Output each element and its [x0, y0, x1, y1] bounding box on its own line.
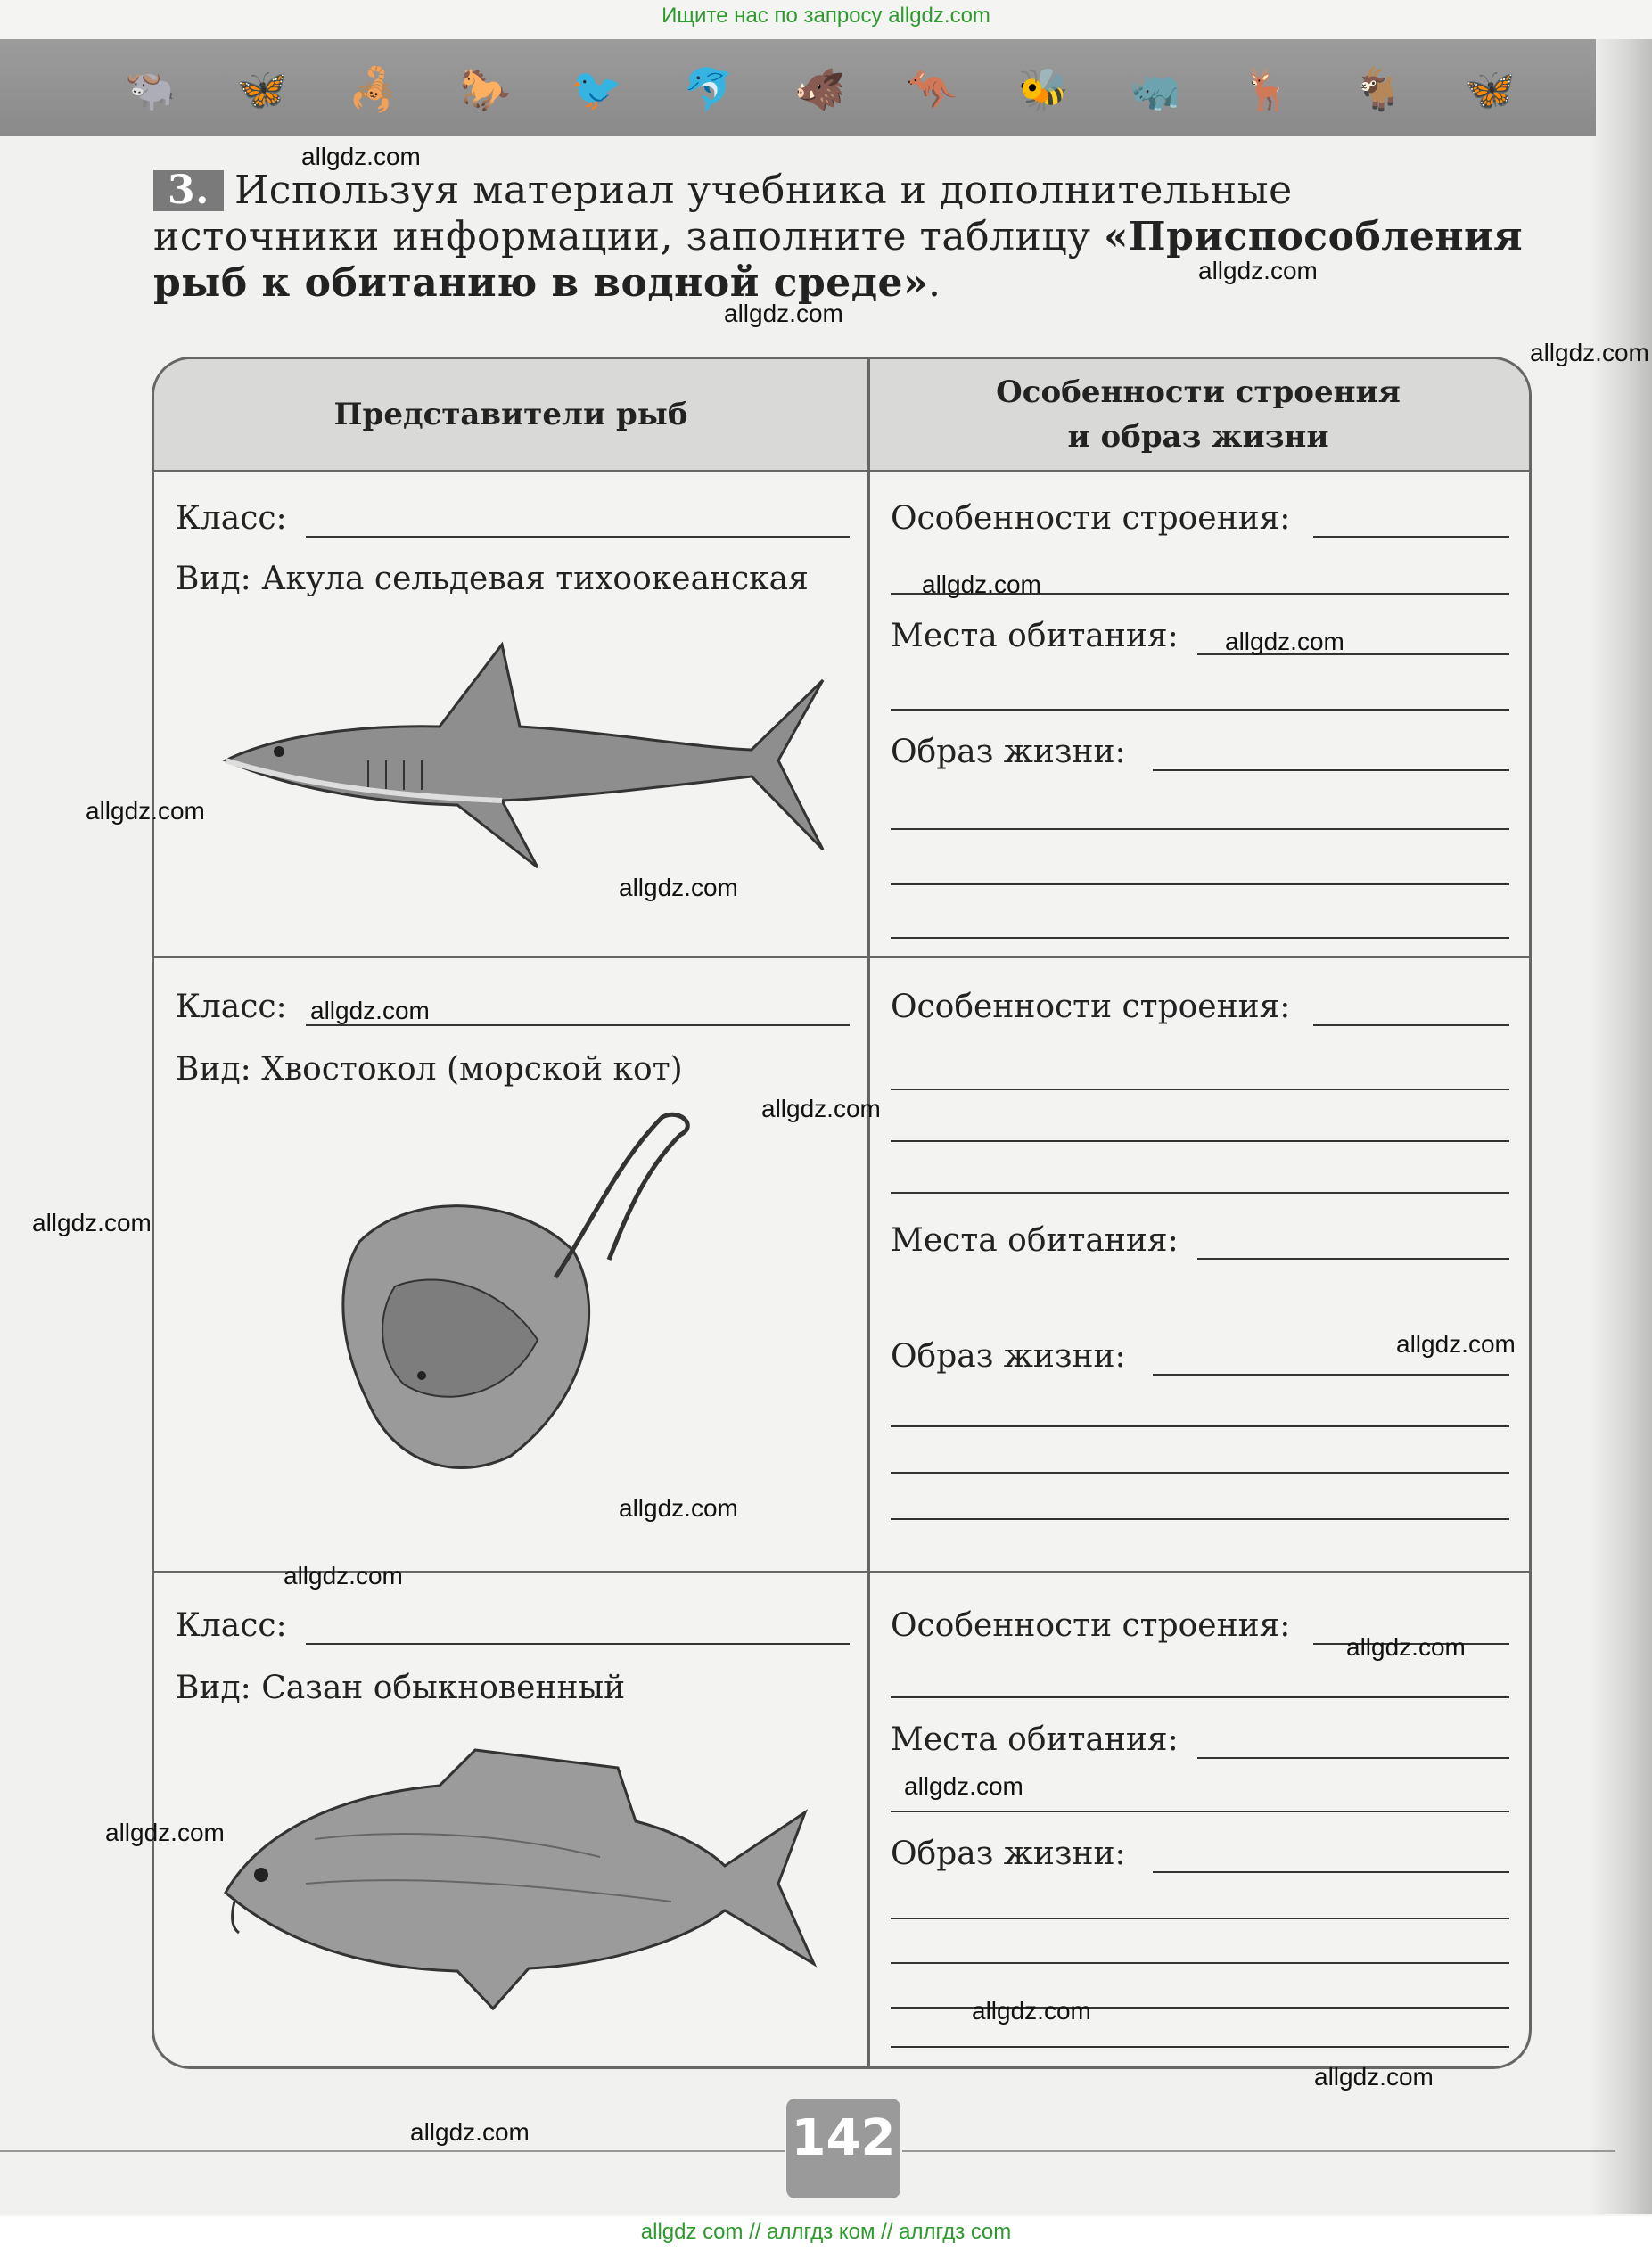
watermark: allgdz.com [1314, 2063, 1434, 2091]
shark-illustration [208, 627, 832, 894]
answer-line[interactable] [891, 1918, 1509, 1919]
watermark: allgdz.com [86, 797, 205, 825]
bird-icon: 🐦 [571, 65, 623, 113]
scorpion-icon: 🦂 [348, 65, 399, 113]
watermark: allgdz.com [904, 1772, 1023, 1800]
watermark: allgdz.com [972, 1997, 1091, 2025]
watermark: allgdz.com [1198, 257, 1318, 284]
fish-adaptations-table [152, 357, 1532, 2069]
kangaroo-icon: 🦘 [906, 65, 958, 113]
lifestyle-answer-line[interactable] [1153, 1871, 1509, 1873]
answer-line[interactable] [891, 1140, 1509, 1142]
bison-icon: 🐃 [125, 65, 177, 113]
structure-label: Особенности строения: [891, 1607, 1291, 1644]
answer-line[interactable] [891, 1962, 1509, 1964]
stingray-illustration [288, 1108, 716, 1509]
class-answer-line[interactable] [306, 1643, 850, 1645]
watermark: allgdz.com [619, 874, 738, 901]
lifestyle-label: Образ жизни: [891, 1338, 1126, 1375]
answer-line[interactable] [891, 1192, 1509, 1194]
answer-line[interactable] [891, 709, 1509, 711]
butterfly-icon: 🦋 [236, 65, 288, 113]
structure-label: Особенности строения: [891, 500, 1291, 537]
answer-line[interactable] [891, 1089, 1509, 1090]
habitat-label: Места обитания: [891, 1721, 1179, 1758]
structure-answer-line[interactable] [1313, 536, 1509, 538]
lifestyle-answer-line[interactable] [1153, 769, 1509, 771]
task-text: Используя материал учебника и дополнительные источники информации, заполните таблицу [153, 168, 1293, 259]
task-statement [153, 168, 1526, 307]
watermark: allgdz.com [724, 300, 843, 327]
answer-line[interactable] [891, 1518, 1509, 1520]
carp-illustration [208, 1732, 832, 2017]
watermark: allgdz.com [761, 1095, 881, 1122]
answer-line[interactable] [891, 1472, 1509, 1474]
watermark: allgdz.com [1346, 1633, 1466, 1661]
watermark: allgdz.com [922, 571, 1041, 598]
structure-answer-line[interactable] [1313, 1024, 1509, 1026]
species-label: Вид: Акула сельдевая тихоокеанская [176, 561, 809, 597]
deer-icon: 🦌 [1241, 65, 1293, 113]
watermark: allgdz.com [284, 1562, 403, 1590]
bee-icon: 🐝 [1017, 65, 1070, 113]
species-label: Вид: Сазан обыкновенный [176, 1670, 626, 1706]
watermark: allgdz.com [301, 143, 421, 170]
watermark: allgdz.com [1530, 339, 1649, 366]
watermark: allgdz.com [1225, 628, 1344, 655]
class-label: Класс: [176, 989, 287, 1025]
task-table-title: «Приспособления рыб к обитанию в водной среде» [153, 214, 1524, 306]
task-text-end: . [928, 260, 941, 306]
watermark: allgdz.com [105, 1819, 225, 1846]
header-features [870, 359, 1526, 470]
watermark: allgdz.com [410, 2118, 530, 2146]
page-number: 142 [791, 2109, 896, 2167]
answer-line[interactable] [891, 828, 1509, 830]
answer-line[interactable] [891, 937, 1509, 939]
watermark: allgdz.com [1396, 1330, 1516, 1358]
species-label: Вид: Хвостокол (морской кот) [176, 1051, 683, 1088]
header-features-line2: и образ жизни [1067, 419, 1329, 455]
dolphin-icon: 🐬 [683, 65, 735, 113]
gazelle-icon: 🐐 [1352, 65, 1404, 113]
answer-line[interactable] [891, 1425, 1509, 1427]
class-label: Класс: [176, 1607, 287, 1644]
boar-icon: 🐗 [794, 65, 846, 113]
answer-line[interactable] [891, 1696, 1509, 1698]
lifestyle-answer-line[interactable] [1153, 1374, 1509, 1376]
animal-silhouettes [125, 53, 1516, 125]
column-divider [867, 359, 870, 2066]
answer-line[interactable] [891, 883, 1509, 885]
answer-line[interactable] [891, 1811, 1509, 1812]
habitat-answer-line[interactable] [1197, 1258, 1509, 1260]
lifestyle-label: Образ жизни: [891, 734, 1126, 770]
row-divider [154, 956, 1529, 958]
class-label: Класс: [176, 500, 287, 537]
structure-label: Особенности строения: [891, 989, 1291, 1025]
answer-line[interactable] [891, 2046, 1509, 2048]
watermark: allgdz.com [32, 1209, 152, 1236]
habitat-answer-line[interactable] [1197, 1757, 1509, 1759]
habitat-label: Места обитания: [891, 1222, 1179, 1259]
watermark: allgdz.com [310, 997, 430, 1024]
top-search-link[interactable]: Ищите нас по запросу allgdz.com [662, 4, 990, 28]
bottom-site-links[interactable]: allgdz com // аллгдз ком // аллгдз com [640, 2220, 1012, 2244]
horse-icon: 🐎 [459, 65, 511, 113]
habitat-label: Места обитания: [891, 618, 1179, 654]
task-number: 3. [153, 170, 224, 211]
butterfly-icon: 🦋 [1464, 65, 1516, 113]
class-answer-line[interactable] [306, 536, 850, 538]
header-features-line1: Особенности строения [996, 374, 1401, 410]
footer-rule [0, 2150, 785, 2152]
header-representatives: Представители рыб [333, 397, 688, 432]
footer-rule [902, 2150, 1615, 2152]
rhino-icon: 🦏 [1129, 65, 1181, 113]
lifestyle-label: Образ жизни: [891, 1836, 1126, 1872]
watermark: allgdz.com [619, 1494, 738, 1522]
